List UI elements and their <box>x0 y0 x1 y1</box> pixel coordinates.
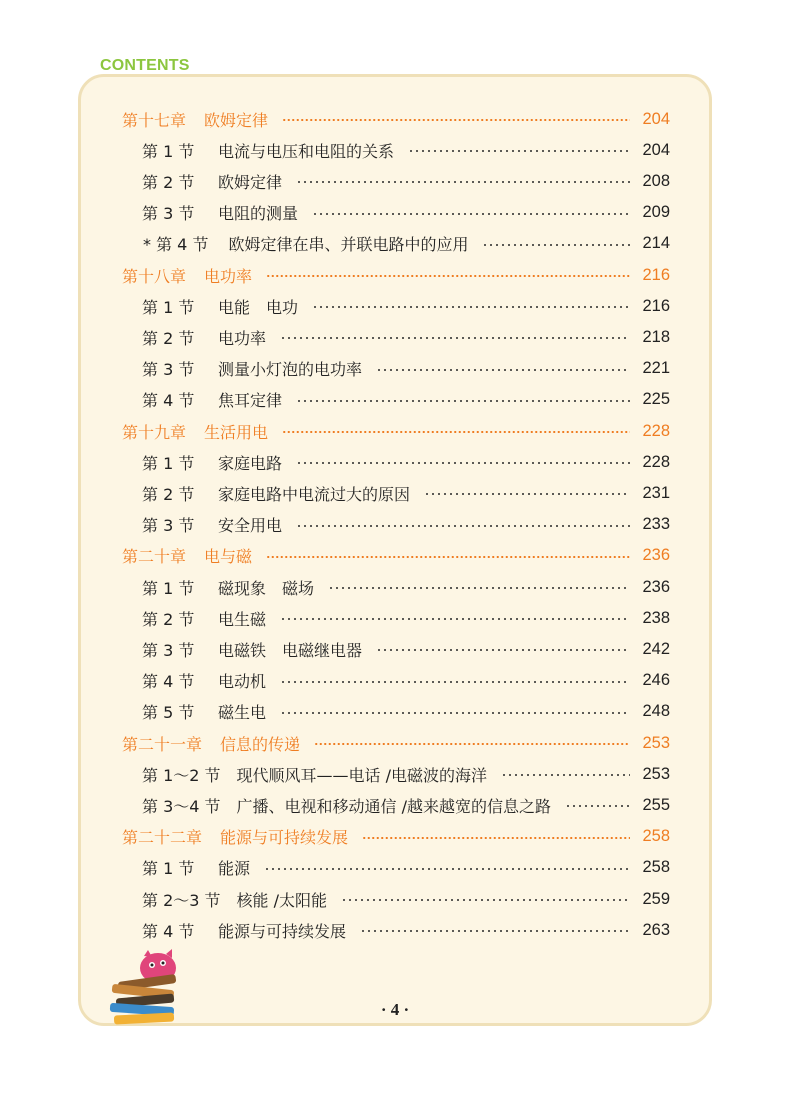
toc-entry-page: 258 <box>642 858 670 877</box>
toc-entry-page: 231 <box>642 483 670 502</box>
toc-chapter-row[interactable] <box>122 823 670 851</box>
dot-leader <box>280 681 630 683</box>
toc-entry-title: 家庭电路 <box>218 453 283 473</box>
toc-entry-page: 216 <box>642 296 670 315</box>
toc-entry-title: 电与磁 <box>204 547 253 567</box>
dot-leader <box>296 400 630 402</box>
toc-entry-label: 第十九章 <box>122 422 187 442</box>
toc-section-row[interactable] <box>142 885 670 913</box>
dot-leader <box>501 774 630 776</box>
dot-leader <box>282 431 630 433</box>
toc-entry-title: 能源与可持续发展 <box>220 828 349 848</box>
toc-section-row[interactable] <box>142 854 670 882</box>
toc-section-row[interactable] <box>142 635 670 663</box>
toc-entry-page: 228 <box>642 452 670 471</box>
toc-entry-page: 233 <box>642 515 670 534</box>
toc-entry-page: 216 <box>642 265 670 284</box>
toc-entry-page: 263 <box>642 920 670 939</box>
dot-leader <box>314 743 630 745</box>
toc-section-row[interactable] <box>142 573 670 601</box>
toc-entry-title: 广播、电视和移动通信 /越来越宽的信息之路 <box>236 796 552 816</box>
toc-entry-page: 255 <box>642 795 670 814</box>
toc-entry-title: 生活用电 <box>204 422 269 442</box>
toc-chapter-row[interactable] <box>122 105 670 133</box>
toc-entry-title: 家庭电路中电流过大的原因 <box>218 484 411 504</box>
dot-leader <box>312 213 630 215</box>
dot-leader <box>376 649 630 651</box>
dot-leader <box>266 275 630 277</box>
toc-entry-page: 209 <box>642 203 670 222</box>
toc-entry-title: 电动机 <box>218 672 267 692</box>
toc-entry-title: 安全用电 <box>218 516 283 536</box>
toc-entry-label: * 第 4 节 <box>143 235 209 255</box>
toc-entry-label: 第十八章 <box>122 266 187 286</box>
toc-entry-label: 第 2 节 <box>142 609 195 629</box>
toc-entry-page: 253 <box>642 764 670 783</box>
dot-leader <box>296 462 630 464</box>
toc-entry-page: 204 <box>642 109 670 128</box>
toc-entry-label: 第二十二章 <box>122 828 203 848</box>
toc-entry-page: 214 <box>642 234 670 253</box>
toc-entry-label: 第 2～3 节 <box>142 890 221 910</box>
toc-section-row[interactable] <box>142 604 670 632</box>
toc-entry-label: 第二十章 <box>122 547 187 567</box>
toc-entry-label: 第 1 节 <box>142 141 195 161</box>
toc-entry-label: 第 1 节 <box>142 453 195 473</box>
toc-entry-label: 第 3 节 <box>142 204 195 224</box>
dot-leader <box>280 618 630 620</box>
toc-section-row[interactable] <box>142 667 670 695</box>
toc-entry-label: 第 3 节 <box>142 640 195 660</box>
toc-entry-label: 第 3 节 <box>142 516 195 536</box>
toc-entry-label: 第 1～2 节 <box>142 765 221 785</box>
toc-entry-title: 信息的传递 <box>220 734 301 754</box>
dot-leader <box>408 150 630 152</box>
dot-leader <box>266 556 630 558</box>
toc-section-row[interactable] <box>142 355 670 383</box>
dot-leader <box>328 587 630 589</box>
toc-section-row[interactable] <box>142 448 670 476</box>
toc-entry-page: 228 <box>642 421 670 440</box>
toc-entry-title: 电能 电功 <box>218 297 299 317</box>
toc-section-row[interactable] <box>142 136 670 164</box>
toc-section-row[interactable] <box>142 479 670 507</box>
toc-entry-page: 236 <box>642 577 670 596</box>
toc-section-row[interactable] <box>142 323 670 351</box>
toc-entry-title: 测量小灯泡的电功率 <box>218 360 363 380</box>
toc-entry-page: 253 <box>642 733 670 752</box>
toc-entry-title: 欧姆定律 <box>204 110 269 130</box>
stacked-books-mascot-icon <box>104 948 186 1026</box>
toc-entry-page: 259 <box>642 889 670 908</box>
toc-section-row[interactable] <box>142 698 670 726</box>
toc-entry-title: 电磁铁 电磁继电器 <box>218 640 363 660</box>
toc-entry-label: 第 1 节 <box>142 578 195 598</box>
dot-leader <box>360 930 630 932</box>
toc-entry-title: 焦耳定律 <box>218 391 283 411</box>
dot-leader <box>341 899 630 901</box>
toc-section-row[interactable] <box>142 292 670 320</box>
toc-entry-page: 248 <box>642 702 670 721</box>
dot-leader <box>296 525 630 527</box>
toc-entry-page: 208 <box>642 171 670 190</box>
toc-entry-label: 第十七章 <box>122 110 187 130</box>
toc-entry-page: 238 <box>642 608 670 627</box>
toc-entry-title: 欧姆定律在串、并联电路中的应用 <box>228 235 469 255</box>
toc-entry-page: 236 <box>642 546 670 565</box>
dot-leader <box>264 868 630 870</box>
toc-entry-page: 242 <box>642 639 670 658</box>
toc-entry-title: 磁现象 磁场 <box>218 578 315 598</box>
toc-entry-title: 能源 <box>218 859 251 879</box>
toc-entry-title: 现代顺风耳——电话 /电磁波的海洋 <box>236 765 488 785</box>
toc-entry-page: 218 <box>642 327 670 346</box>
toc-entry-title: 核能 /太阳能 <box>236 890 328 910</box>
toc-entry-title: 电阻的测量 <box>218 204 299 224</box>
toc-entry-page: 221 <box>642 359 670 378</box>
toc-chapter-row[interactable] <box>122 542 670 570</box>
contents-heading: CONTENTS <box>100 57 190 74</box>
dot-leader <box>296 181 630 183</box>
dot-leader <box>280 712 630 714</box>
page-number: · 4 · <box>380 1000 410 1019</box>
toc-section-row[interactable] <box>142 760 670 788</box>
dot-leader <box>424 493 630 495</box>
toc-entry-page: 225 <box>642 390 670 409</box>
toc-section-row[interactable] <box>142 916 670 944</box>
dot-leader <box>482 244 630 246</box>
toc-entry-label: 第 4 节 <box>142 921 195 941</box>
toc-section-row[interactable] <box>142 791 670 819</box>
toc-chapter-row[interactable] <box>122 729 670 757</box>
toc-entry-label: 第 2 节 <box>142 328 195 348</box>
toc-entry-title: 电生磁 <box>218 609 267 629</box>
toc-entry-label: 第 5 节 <box>142 703 195 723</box>
toc-entry-page: 204 <box>642 140 670 159</box>
toc-entry-page: 258 <box>642 827 670 846</box>
toc-section-row[interactable] <box>142 167 670 195</box>
toc-entry-label: 第 3 节 <box>142 360 195 380</box>
toc-section-row[interactable] <box>142 199 670 227</box>
dot-leader <box>565 805 630 807</box>
toc-entry-label: 第 3～4 节 <box>142 796 221 816</box>
dot-leader <box>280 337 630 339</box>
toc-entry-title: 能源与可持续发展 <box>218 921 347 941</box>
toc-entry-title: 电流与电压和电阻的关系 <box>218 141 395 161</box>
toc-section-row[interactable] <box>142 386 670 414</box>
toc-entry-label: 第 4 节 <box>142 672 195 692</box>
toc-entry-label: 第 4 节 <box>142 391 195 411</box>
toc-entry-label: 第 1 节 <box>142 297 195 317</box>
toc-entry-label: 第 2 节 <box>142 484 195 504</box>
toc-section-row[interactable] <box>142 511 670 539</box>
toc-entry-label: 第 1 节 <box>142 859 195 879</box>
toc-chapter-row[interactable] <box>122 261 670 289</box>
dot-leader <box>312 306 630 308</box>
toc-entry-title: 电功率 <box>218 328 267 348</box>
toc-chapter-row[interactable] <box>122 417 670 445</box>
dot-leader <box>282 119 630 121</box>
dot-leader <box>376 369 630 371</box>
toc-section-row[interactable] <box>143 230 670 258</box>
toc-entry-title: 电功率 <box>204 266 253 286</box>
toc-entry-page: 246 <box>642 671 670 690</box>
toc-entry-label: 第二十一章 <box>122 734 203 754</box>
toc-entry-label: 第 2 节 <box>142 172 195 192</box>
dot-leader <box>362 837 630 839</box>
toc-entry-title: 磁生电 <box>218 703 267 723</box>
toc-entry-title: 欧姆定律 <box>218 172 283 192</box>
